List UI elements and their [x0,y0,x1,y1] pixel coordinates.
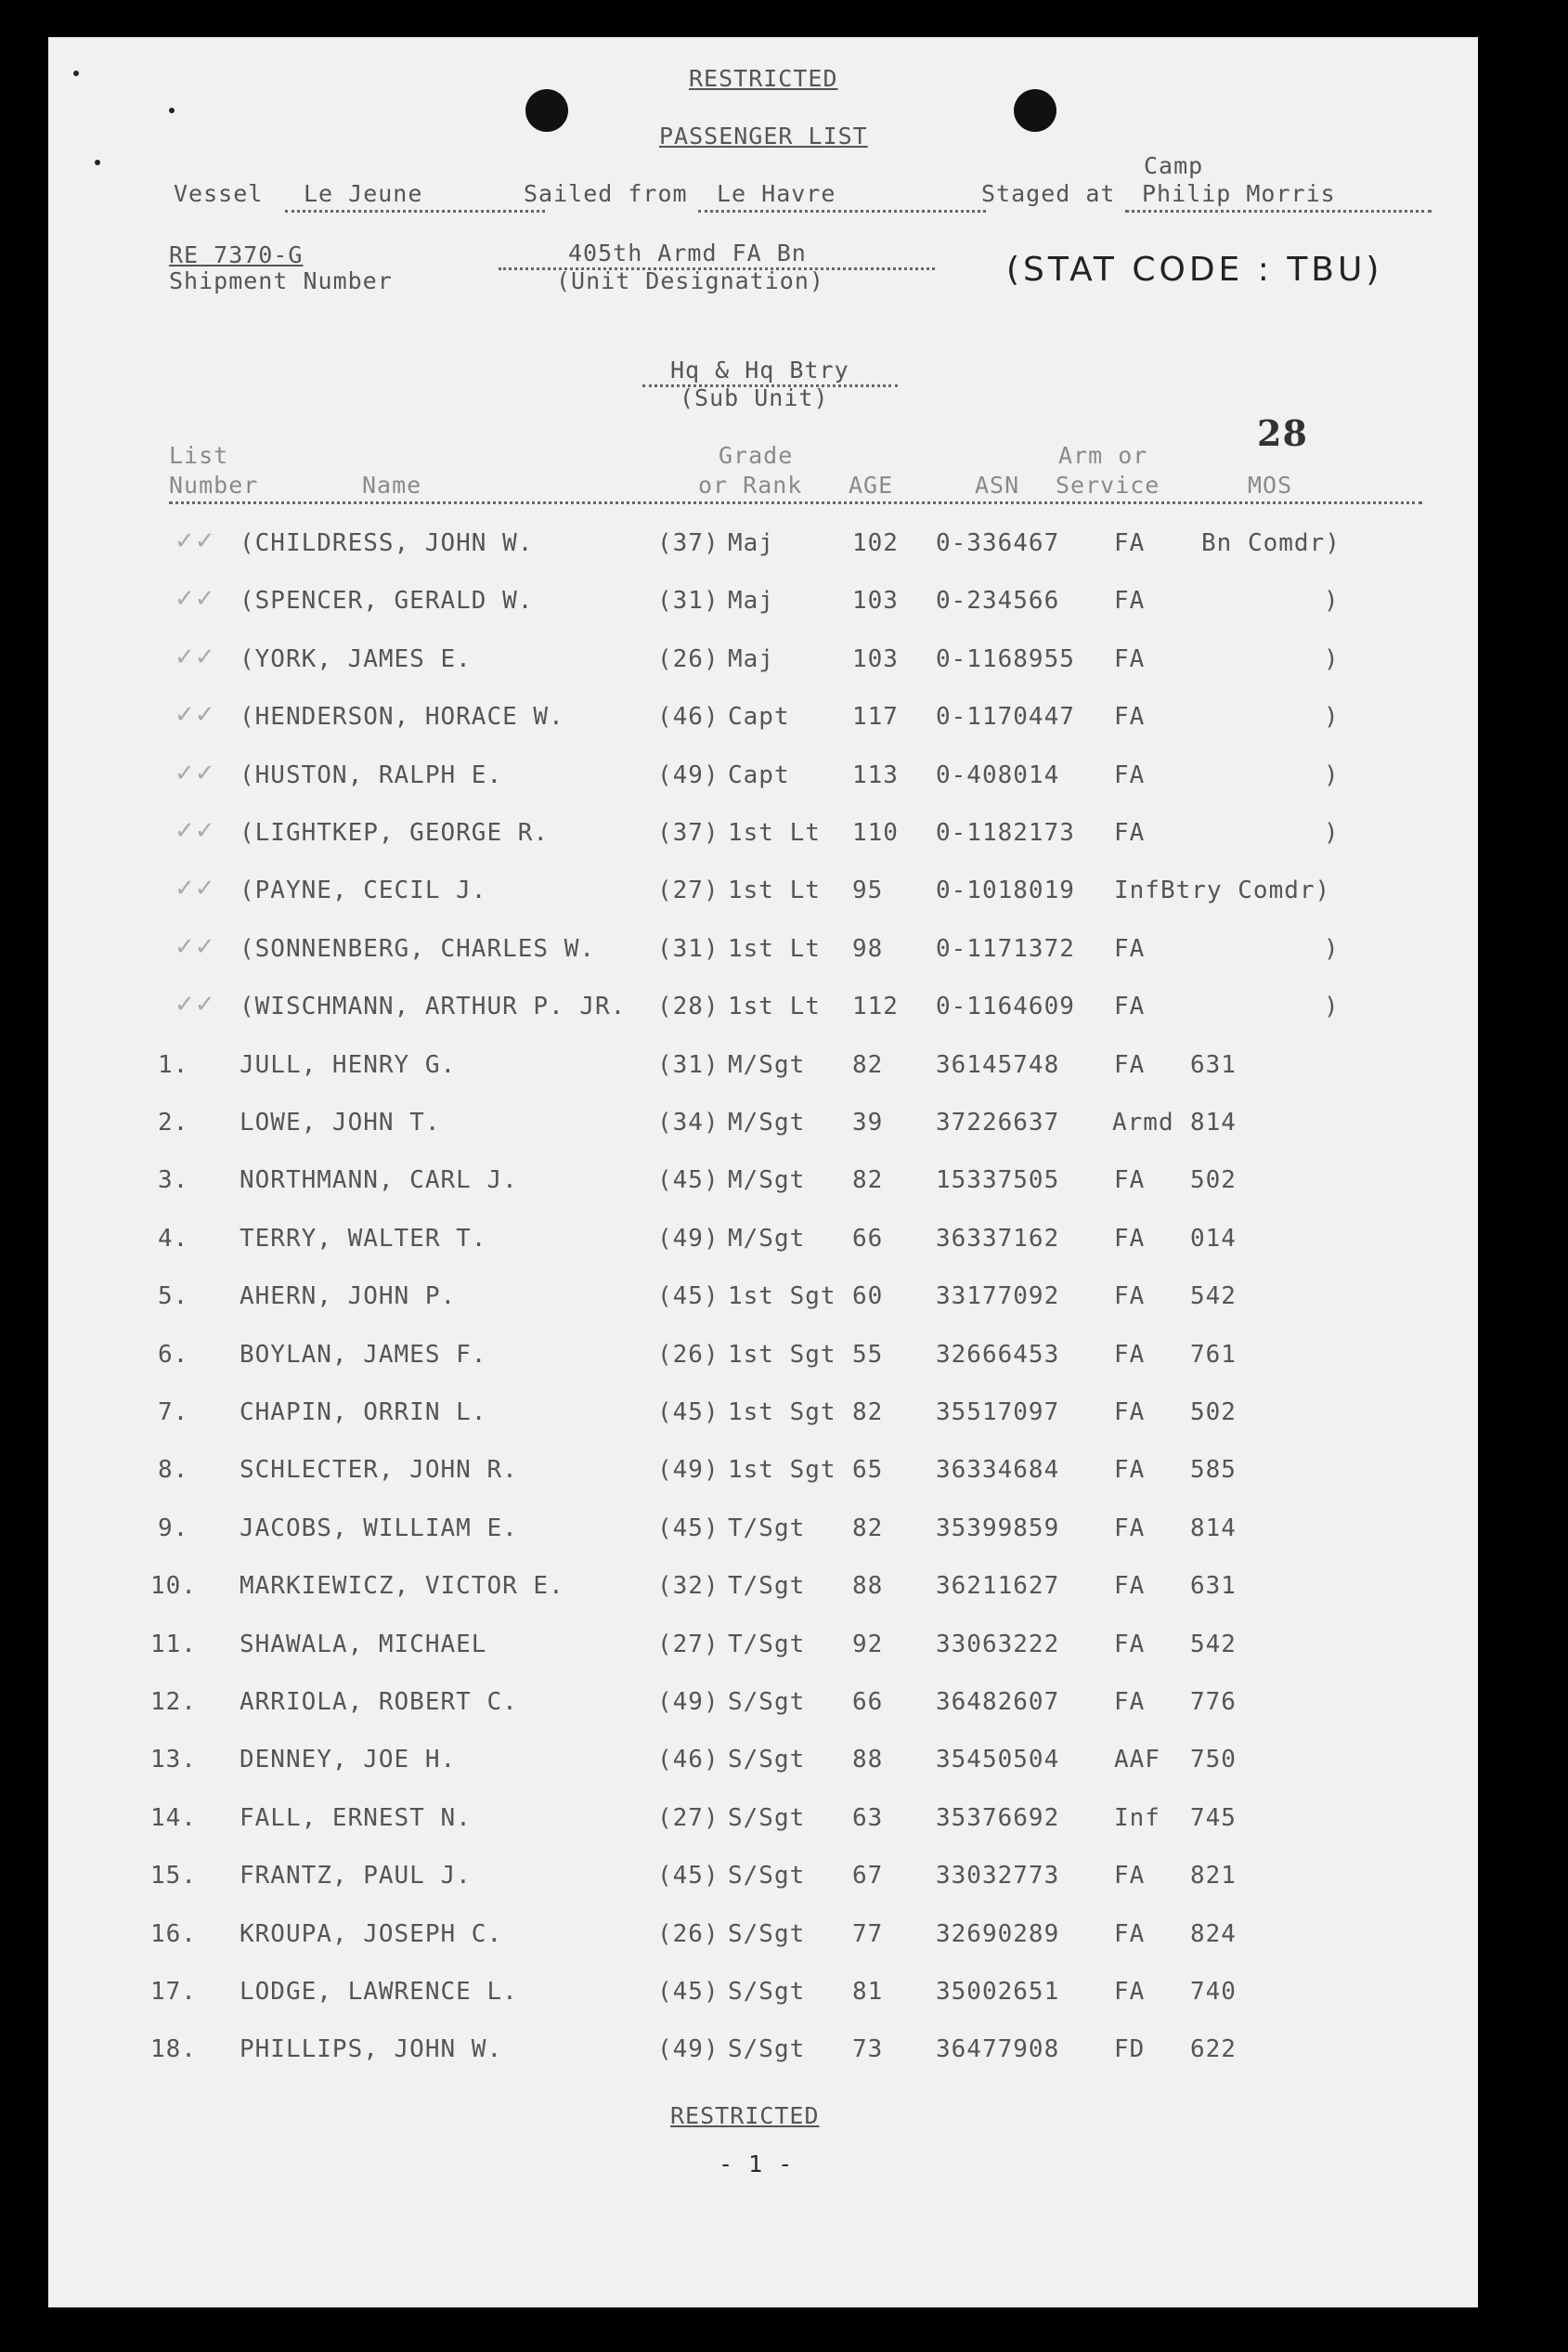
cell-mos: ) [1324,645,1340,673]
cell-agr: 60 [852,1282,884,1310]
cell-arm: FA [1114,1688,1146,1716]
cell-rank: 1st Lt [728,877,821,904]
cell-age: (45) [657,1862,719,1890]
page-number: - 1 - [719,2151,794,2177]
cell-num: 17. [150,1978,197,2006]
check-mark-icon: ✓✓ [175,991,215,1019]
cell-agr: 82 [852,1398,884,1426]
cell-asn: 0-1171372 [936,935,1075,963]
cell-arm: FA [1114,993,1146,1020]
cell-arm: Inf [1114,1804,1160,1832]
cell-agr: 67 [852,1862,884,1890]
cell-arm: FA [1114,1341,1146,1369]
cell-asn: 35002651 [936,1978,1060,2006]
col-mos: MOS [1248,472,1293,499]
cell-num: 8. [158,1456,189,1484]
col-grade-2: or Rank [698,472,803,499]
cell-age: (31) [657,935,719,963]
punch-hole-left [525,89,568,132]
cell-agr: 92 [852,1631,884,1658]
cell-agr: 39 [852,1109,884,1137]
cell-arm: FA [1114,819,1146,847]
cell-mos: 814 [1190,1109,1237,1137]
cell-rank: S/Sgt [728,1978,806,2006]
cell-num: 3. [158,1166,189,1194]
cell-rank: S/Sgt [728,1862,806,1890]
col-arm-1: Arm or [1058,442,1148,469]
cell-rank: M/Sgt [728,1051,806,1079]
cell-mos: ) [1324,703,1340,731]
cell-agr: 55 [852,1341,884,1369]
cell-name: CHAPIN, ORRIN L. [240,1398,487,1426]
cell-rank: Maj [728,529,774,557]
cell-agr: 103 [852,587,899,615]
cell-rank: T/Sgt [728,1572,806,1600]
cell-name: FALL, ERNEST N. [240,1804,472,1832]
cell-asn: 0-408014 [936,761,1060,789]
cell-age: (27) [657,1631,719,1658]
cell-agr: 73 [852,2035,884,2063]
cell-asn: 32690289 [936,1920,1060,1948]
check-mark-icon: ✓✓ [175,875,215,903]
cell-asn: 0-234566 [936,587,1060,615]
cell-agr: 102 [852,529,899,557]
cell-rank: T/Sgt [728,1631,806,1658]
cell-asn: 33032773 [936,1862,1060,1890]
cell-rank: S/Sgt [728,1746,806,1774]
cell-asn: 37226637 [936,1109,1060,1137]
cell-rank: S/Sgt [728,1688,806,1716]
cell-age: (46) [657,703,719,731]
shipment-number-value: RE 7370-G [169,241,304,268]
check-mark-icon: ✓✓ [175,527,215,555]
cell-rank: 1st Lt [728,993,821,1020]
unit-designation-label: (Unit Designation) [556,267,824,294]
cell-arm: FA [1114,1978,1146,2006]
cell-arm: FD [1114,2035,1146,2063]
cell-rank: Maj [728,587,774,615]
cell-age: (28) [657,993,719,1020]
cell-mos: 745 [1190,1804,1237,1832]
cell-arm: FA [1114,1456,1146,1484]
sailed-from-label: Sailed from [524,180,688,207]
cell-age: (26) [657,645,719,673]
cell-rank: M/Sgt [728,1225,806,1253]
cell-mos: Btry Comdr) [1160,877,1331,904]
cell-age: (27) [657,1804,719,1832]
cell-rank: M/Sgt [728,1109,806,1137]
cell-rank: S/Sgt [728,2035,806,2063]
margin-mark [95,160,100,165]
cell-agr: 95 [852,877,884,904]
cell-num: 11. [150,1631,197,1658]
cell-num: 4. [158,1225,189,1253]
cell-age: (31) [657,587,719,615]
cell-arm: FA [1114,1051,1146,1079]
cell-rank: 1st Lt [728,935,821,963]
cell-name: AHERN, JOHN P. [240,1282,457,1310]
sub-unit-value: Hq & Hq Btry [670,357,849,383]
cell-mos: 542 [1190,1631,1237,1658]
cell-asn: 0-1170447 [936,703,1075,731]
cell-num: 7. [158,1398,189,1426]
cell-arm: FA [1114,1631,1146,1658]
cell-arm: FA [1114,645,1146,673]
cell-age: (34) [657,1109,719,1137]
cell-age: (46) [657,1746,719,1774]
cell-mos: 750 [1190,1746,1237,1774]
cell-num: 10. [150,1572,197,1600]
page-count-handwritten: 28 [1257,412,1308,454]
cell-arm: FA [1114,1920,1146,1948]
check-mark-icon: ✓✓ [175,701,215,729]
sailed-from-value: Le Havre [717,180,836,207]
col-list-number-2: Number [169,472,259,499]
cell-mos: ) [1324,587,1340,615]
cell-mos: ) [1324,935,1340,963]
stat-code-handwritten: (STAT CODE : TBU) [1006,251,1383,289]
shipment-number-label: Shipment Number [169,267,393,294]
col-name: Name [362,472,422,499]
cell-num: 9. [158,1514,189,1542]
cell-name: (CHILDRESS, JOHN W. [240,529,534,557]
unit-designation-value: 405th Armd FA Bn [568,240,807,266]
col-asn: ASN [975,472,1020,499]
cell-rank: Capt [728,761,790,789]
cell-name: (SPENCER, GERALD W. [240,587,534,615]
check-mark-icon: ✓✓ [175,760,215,787]
cell-asn: 33177092 [936,1282,1060,1310]
cell-name: (HUSTON, RALPH E. [240,761,503,789]
cell-mos: 622 [1190,2035,1237,2063]
cell-rank: 1st Sgt [728,1341,836,1369]
cell-asn: 35450504 [936,1746,1060,1774]
cell-name: KROUPA, JOSEPH C. [240,1920,503,1948]
cell-agr: 112 [852,993,899,1020]
cell-rank: S/Sgt [728,1920,806,1948]
cell-num: 15. [150,1862,197,1890]
cell-rank: Maj [728,645,774,673]
col-grade-1: Grade [719,442,794,469]
passenger-list-title: PASSENGER LIST [659,123,868,149]
col-arm-2: Service [1056,472,1160,499]
cell-mos: 631 [1190,1051,1237,1079]
cell-name: (HENDERSON, HORACE W. [240,703,564,731]
cell-arm: FA [1114,1572,1146,1600]
cell-name: JACOBS, WILLIAM E. [240,1514,518,1542]
cell-agr: 103 [852,645,899,673]
cell-arm: FA [1114,1398,1146,1426]
cell-name: (SONNENBERG, CHARLES W. [240,935,596,963]
cell-age: (26) [657,1920,719,1948]
cell-agr: 65 [852,1456,884,1484]
sub-unit-label: (Sub Unit) [680,384,829,411]
cell-rank: T/Sgt [728,1514,806,1542]
cell-num: 1. [158,1051,189,1079]
cell-agr: 88 [852,1746,884,1774]
cell-num: 14. [150,1804,197,1832]
cell-arm: FA [1114,1514,1146,1542]
cell-mos: 631 [1190,1572,1237,1600]
cell-mos: 585 [1190,1456,1237,1484]
cell-name: MARKIEWICZ, VICTOR E. [240,1572,564,1600]
col-age: AGE [849,472,894,499]
cell-agr: 82 [852,1051,884,1079]
cell-asn: 0-1018019 [936,877,1075,904]
cell-arm: AAF [1114,1746,1160,1774]
cell-rank: 1st Sgt [728,1282,836,1310]
cell-asn: 36211627 [936,1572,1060,1600]
cell-arm: Inf [1114,877,1160,904]
cell-rank: 1st Lt [728,819,821,847]
cell-name: PHILLIPS, JOHN W. [240,2035,503,2063]
cell-mos: 014 [1190,1225,1237,1253]
cell-asn: 35517097 [936,1398,1060,1426]
cell-asn: 15337505 [936,1166,1060,1194]
cell-name: SCHLECTER, JOHN R. [240,1456,518,1484]
cell-rank: Capt [728,703,790,731]
vessel-value: Le Jeune [304,180,423,207]
document-page [48,37,1478,2307]
cell-agr: 110 [852,819,899,847]
cell-mos: 542 [1190,1282,1237,1310]
cell-rank: M/Sgt [728,1166,806,1194]
cell-mos: ) [1324,993,1340,1020]
cell-age: (37) [657,819,719,847]
cell-name: FRANTZ, PAUL J. [240,1862,472,1890]
cell-asn: 0-336467 [936,529,1060,557]
cell-name: TERRY, WALTER T. [240,1225,487,1253]
cell-mos: 761 [1190,1341,1237,1369]
cell-age: (49) [657,1225,719,1253]
cell-age: (49) [657,1456,719,1484]
cell-age: (27) [657,877,719,904]
cell-rank: S/Sgt [728,1804,806,1832]
cell-name: LODGE, LAWRENCE L. [240,1978,518,2006]
cell-agr: 77 [852,1920,884,1948]
cell-mos: ) [1324,819,1340,847]
cell-agr: 82 [852,1514,884,1542]
cell-mos: 824 [1190,1920,1237,1948]
cell-asn: 33063222 [936,1631,1060,1658]
cell-name: SHAWALA, MICHAEL [240,1631,487,1658]
cell-asn: 35399859 [936,1514,1060,1542]
cell-num: 5. [158,1282,189,1310]
cell-agr: 66 [852,1225,884,1253]
cell-arm: FA [1114,1225,1146,1253]
cell-num: 12. [150,1688,197,1716]
cell-arm: FA [1114,529,1146,557]
cell-mos: 776 [1190,1688,1237,1716]
cell-asn: 0-1182173 [936,819,1075,847]
cell-name: (LIGHTKEP, GEORGE R. [240,819,550,847]
cell-asn: 36482607 [936,1688,1060,1716]
cell-name: BOYLAN, JAMES F. [240,1341,487,1369]
cell-asn: 36145748 [936,1051,1060,1079]
cell-agr: 88 [852,1572,884,1600]
cell-agr: 117 [852,703,899,731]
cell-arm: Armd [1112,1109,1174,1137]
restricted-heading: RESTRICTED [689,65,838,92]
cell-asn: 0-1164609 [936,993,1075,1020]
cell-age: (32) [657,1572,719,1600]
cell-agr: 113 [852,761,899,789]
cell-num: 18. [150,2035,197,2063]
cell-mos: 502 [1190,1166,1237,1194]
check-mark-icon: ✓✓ [175,585,215,613]
staged-at-label: Staged at [981,180,1116,207]
cell-arm: FA [1114,761,1146,789]
cell-age: (45) [657,1282,719,1310]
cell-name: JULL, HENRY G. [240,1051,457,1079]
cell-agr: 98 [852,935,884,963]
cell-asn: 36334684 [936,1456,1060,1484]
cell-agr: 81 [852,1978,884,2006]
margin-mark [169,108,175,113]
camp-value: Philip Morris [1142,180,1336,207]
check-mark-icon: ✓✓ [175,643,215,671]
cell-arm: FA [1114,1166,1146,1194]
cell-arm: FA [1114,703,1146,731]
cell-age: (49) [657,761,719,789]
cell-rank: 1st Sgt [728,1456,836,1484]
cell-num: 2. [158,1109,189,1137]
punch-hole-right [1014,89,1056,132]
cell-agr: 82 [852,1166,884,1194]
cell-age: (45) [657,1166,719,1194]
cell-name: DENNEY, JOE H. [240,1746,457,1774]
cell-arm: FA [1114,1862,1146,1890]
cell-age: (45) [657,1514,719,1542]
cell-name: (YORK, JAMES E. [240,645,472,673]
cell-asn: 35376692 [936,1804,1060,1832]
cell-mos: 740 [1190,1978,1237,2006]
vessel-label: Vessel [174,180,264,207]
cell-mos: 502 [1190,1398,1237,1426]
cell-name: (WISCHMANN, ARTHUR P. JR. [240,993,627,1020]
cell-mos: 814 [1190,1514,1237,1542]
cell-num: 13. [150,1746,197,1774]
col-list-number-1: List [169,442,229,469]
cell-age: (49) [657,2035,719,2063]
cell-age: (49) [657,1688,719,1716]
cell-asn: 0-1168955 [936,645,1075,673]
cell-rank: 1st Sgt [728,1398,836,1426]
cell-arm: FA [1114,1282,1146,1310]
check-mark-icon: ✓✓ [175,817,215,845]
margin-mark [73,71,79,76]
cell-arm: FA [1114,587,1146,615]
cell-name: NORTHMANN, CARL J. [240,1166,518,1194]
cell-age: (45) [657,1978,719,2006]
cell-num: 6. [158,1341,189,1369]
check-mark-icon: ✓✓ [175,933,215,961]
cell-agr: 63 [852,1804,884,1832]
cell-name: ARRIOLA, ROBERT C. [240,1688,518,1716]
cell-mos: 821 [1190,1862,1237,1890]
cell-asn: 32666453 [936,1341,1060,1369]
cell-age: (45) [657,1398,719,1426]
cell-asn: 36337162 [936,1225,1060,1253]
cell-num: 16. [150,1920,197,1948]
cell-arm: FA [1114,935,1146,963]
restricted-footer: RESTRICTED [670,2102,820,2129]
cell-age: (26) [657,1341,719,1369]
cell-age: (31) [657,1051,719,1079]
cell-age: (37) [657,529,719,557]
camp-label: Camp [1144,152,1204,179]
cell-mos: ) [1324,761,1340,789]
cell-name: (PAYNE, CECIL J. [240,877,487,904]
cell-mos: Bn Comdr) [1201,529,1341,557]
cell-agr: 66 [852,1688,884,1716]
cell-name: LOWE, JOHN T. [240,1109,441,1137]
cell-asn: 36477908 [936,2035,1060,2063]
